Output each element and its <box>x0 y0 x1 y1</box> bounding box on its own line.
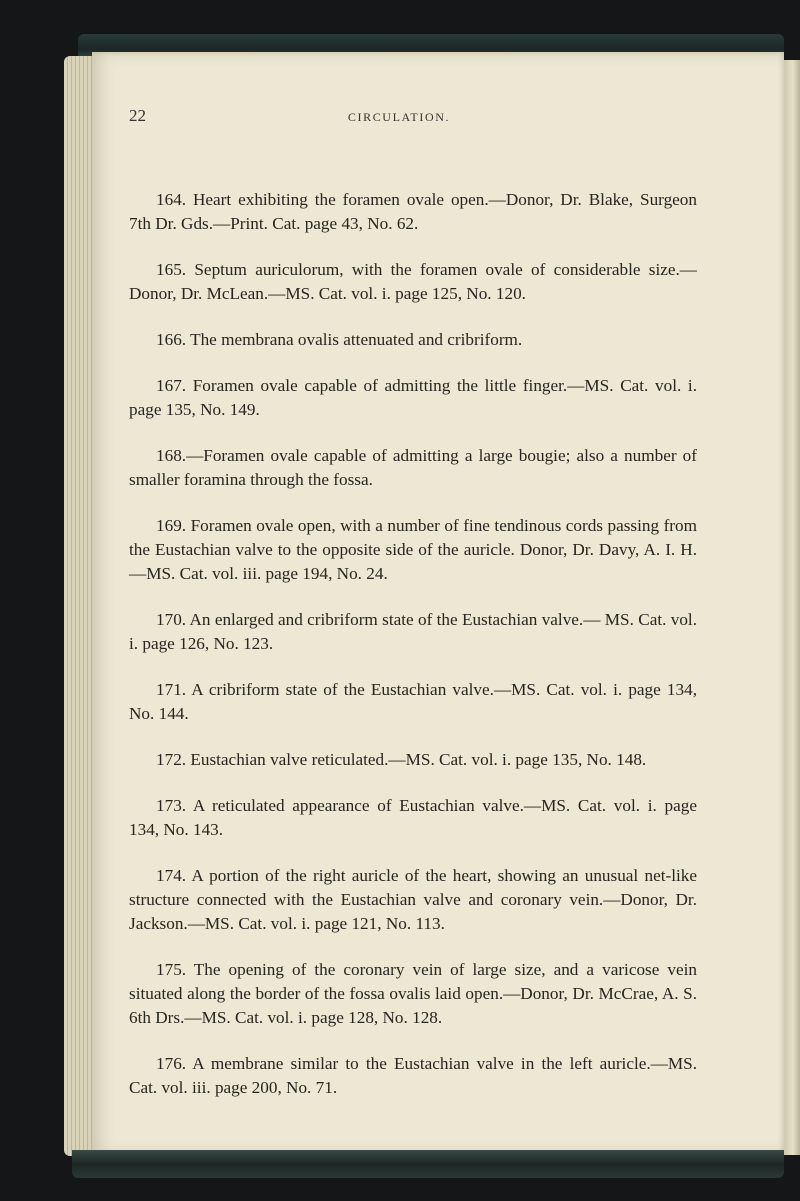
catalog-entry: 166. The membrana ovalis attenuated and cribriform. <box>156 330 523 349</box>
catalog-entry: 168.—Foramen ovale capable of admitting a large bougie; also a number of smaller foramina through the fossa. <box>129 446 697 489</box>
catalog-entry: 175. The opening of the coronary vein of large size, and a varicose vein situated along the border of the fossa ovalis laid open.—Donor, Dr. McCrae, A. S. 6th Drs.—MS. Cat. vol. i. page 128, No. 128. <box>129 960 697 1027</box>
book-cover-bottom <box>72 1150 784 1178</box>
catalog-entry: 167. Foramen ovale capable of admitting the little finger.—MS. Cat. vol. i. page 135, No. 149. <box>129 376 697 419</box>
catalog-entry: 176. A membrane similar to the Eustachian valve in the left auricle.—MS. Cat. vol. iii. page 200, No. 71. <box>129 1054 697 1097</box>
page-edge-right <box>782 60 800 1155</box>
catalog-entry: 165. Septum auriculorum, with the foramen ovale of considerable size.—Donor, Dr. McLean.—MS. Cat. vol. i. page 125, No. 120. <box>129 260 697 303</box>
running-head: CIRCULATION. <box>347 110 451 124</box>
page-header <box>129 106 669 130</box>
catalog-entry: 173. A reticulated appearance of Eustachian valve.—MS. Cat. vol. i. page 134, No. 143. <box>129 796 697 839</box>
catalog-entry: 164. Heart exhibiting the foramen ovale open.—Donor, Dr. Blake, Surgeon 7th Dr. Gds.—Print. Cat. page 43, No. 62. <box>129 190 697 233</box>
catalog-entry: 170. An enlarged and cribriform state of the Eustachian valve.— MS. Cat. vol. i. page 126, No. 123. <box>129 610 697 653</box>
catalog-entries <box>129 188 697 1122</box>
catalog-entry: 169. Foramen ovale open, with a number of fine tendinous cords passing from the Eustachian valve to the opposite side of the auricle. Donor, Dr. Davy, A. I. H.—MS. Cat. vol. iii. page 194, No. 24. <box>129 516 697 583</box>
page-number: 22 <box>129 106 146 125</box>
catalog-entry: 172. Eustachian valve reticulated.—MS. Cat. vol. i. page 135, No. 148. <box>156 750 647 769</box>
catalog-entry: 171. A cribriform state of the Eustachian valve.—MS. Cat. vol. i. page 134, No. 144. <box>129 680 697 723</box>
catalog-entry: 174. A portion of the right auricle of the heart, showing an unusual net-like structure connected with the Eustachian valve and coronary vein.—Donor, Dr. Jackson.—MS. Cat. vol. i. page 121, No. 113. <box>129 866 697 933</box>
